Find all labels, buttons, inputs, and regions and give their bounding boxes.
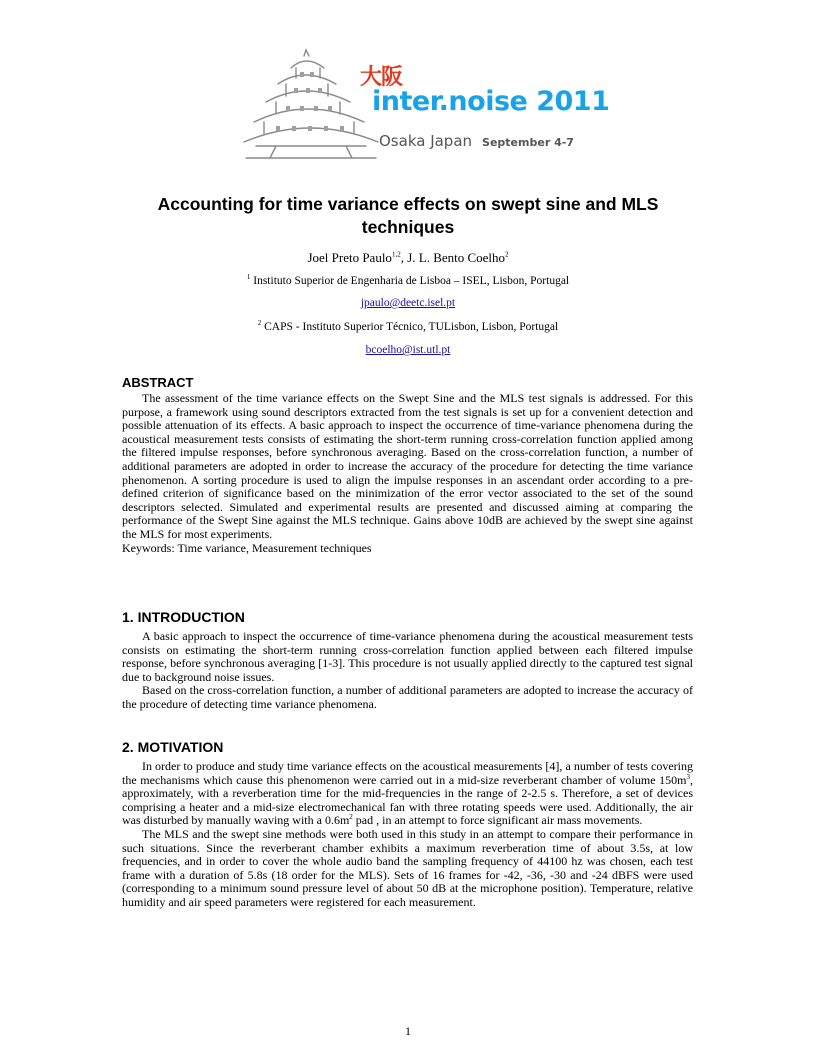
section-1-paragraph-1: A basic approach to inspect the occurrence of time-variance phenomena during the acoustical measurement tests consists on estimating the short-term running cross-correlation function applied between each filtered impulse response, before synchronous averaging [1-3]. This procedure is not usually applied directly to the captured test signal due to background noise issues. [122, 629, 693, 684]
section-1-heading: 1. INTRODUCTION [122, 609, 245, 625]
abstract-body [122, 392, 693, 555]
affiliation-2 [122, 320, 694, 335]
email-1-link[interactable]: jpaulo@deetc.isel.pt [360, 297, 456, 309]
conference-header [236, 46, 610, 166]
volume-exponent: 3 [686, 772, 690, 781]
conference-brand: inter.noise 2011 [372, 86, 610, 117]
osaka-kanji: 大阪 [360, 65, 403, 90]
section-1-body [122, 630, 693, 712]
email-1-line [122, 296, 694, 311]
paper-title: Accounting for time variance effects on swept sine and MLS techniques [157, 194, 659, 237]
affiliation-2-text: CAPS - Instituto Superior Técnico, TULisbon, Lisbon, Portugal [264, 321, 559, 333]
author-separator: , [400, 250, 408, 265]
section-2-p1-part-b: , approximately, with a reverberation time for the mid-frequencies in the range of 2-2.5 s. Therefore, a set of devices comprising a heater and a mid-size electromechanical fan with three rotating speeds were used. Additionally, the air was disturbed by manually waving with a 0.6m [122, 772, 693, 828]
email-2-line [122, 343, 694, 358]
section-1-paragraph-2: Based on the cross-correlation function, a number of additional parameters are adopted to increase the accuracy of the procedure of detecting time variance phenomena. [122, 683, 693, 711]
affiliation-2-number: 2 [257, 319, 262, 328]
affiliation-1-number: 1 [246, 273, 251, 282]
author-1: Joel Preto Paulo [307, 250, 392, 265]
keywords: Keywords: Time variance, Measurement techniques [122, 540, 372, 555]
section-2-paragraph-2: The MLS and the swept sine methods were both used in this study in an attempt to compare their performance in such situations. Since the reverberant chamber exhibits a maximum reverberation time of about 3.5s, at low frequencies, and in order to cover the whole audio band the sampling frequency of 44100 hz was chosen, each test frame with a duration of 5.8s (18 order for the MLS). Sets of 16 frames for -42, -36, -30 and -24 dBFS were used (corresponding to a minimum sound pressure level of about 50 dB at the microphone position). Temperature, relative humidity and air speed parameters were registered for each measurement. [122, 826, 693, 909]
section-2-heading: 2. MOTIVATION [122, 739, 224, 755]
page-number: 1 [405, 1024, 411, 1038]
abstract-heading: ABSTRACT [122, 375, 194, 390]
section-2-p1-part-c: pad , in an attempt to force significant air mass movements. [352, 813, 643, 828]
author-1-affiliation: 1,2 [391, 250, 401, 259]
affiliation-1-text: Instituto Superior de Engenharia de Lisboa – ISEL, Lisbon, Portugal [253, 275, 570, 287]
email-2-link[interactable]: bcoelho@ist.utl.pt [365, 344, 451, 356]
section-2-paragraph-1 [122, 760, 693, 828]
conference-location [379, 132, 574, 150]
abstract-text: The assessment of the time variance effects on the Swept Sine and the MLS test signals is addressed. For this purpose, a framework using sound descriptors extracted from the test signals is set up for a convenient detection and possible attenuation of its effects. A basic approach to inspect the occurrence of time-variance phenomena during the acoustical measurement tests consists of estimating the short-term running cross-correlation function applied among the filtered impulse responses, before synchronous averaging. Based on the cross-correlation function, a number of additional parameters are adopted in order to increase the accuracy of the procedure for detecting the time variance phenomenon. A sorting procedure is used to align the impulse responses in an ascendant order according to a pre-defined criterion of significance based on the minimization of the error vector associated to the set of the sound descriptors selected. Simulated and experimental results are presented and discussed aiming at comparing the performance of the Swept Sine against the MLS technique. Gains above 10dB are achieved by the swept sine against the MLS for most experiments. [122, 391, 693, 541]
author-line [122, 250, 694, 265]
location-city: Osaka Japan [379, 132, 473, 150]
author-2-affiliation: 2 [505, 250, 509, 259]
conference-dates: September 4-7 [482, 136, 574, 149]
affiliation-1 [122, 274, 694, 289]
section-2-body [122, 760, 693, 910]
area-exponent: 2 [349, 813, 353, 822]
section-2-p1-part-a: In order to produce and study time variance effects on the acoustical measurements [4], a number of tests covering the mechanisms which cause this phenomenon were carried out in a mid-size reverberant chamber of volume 150m [122, 759, 693, 787]
author-2: J. L. Bento Coelho [407, 250, 506, 265]
